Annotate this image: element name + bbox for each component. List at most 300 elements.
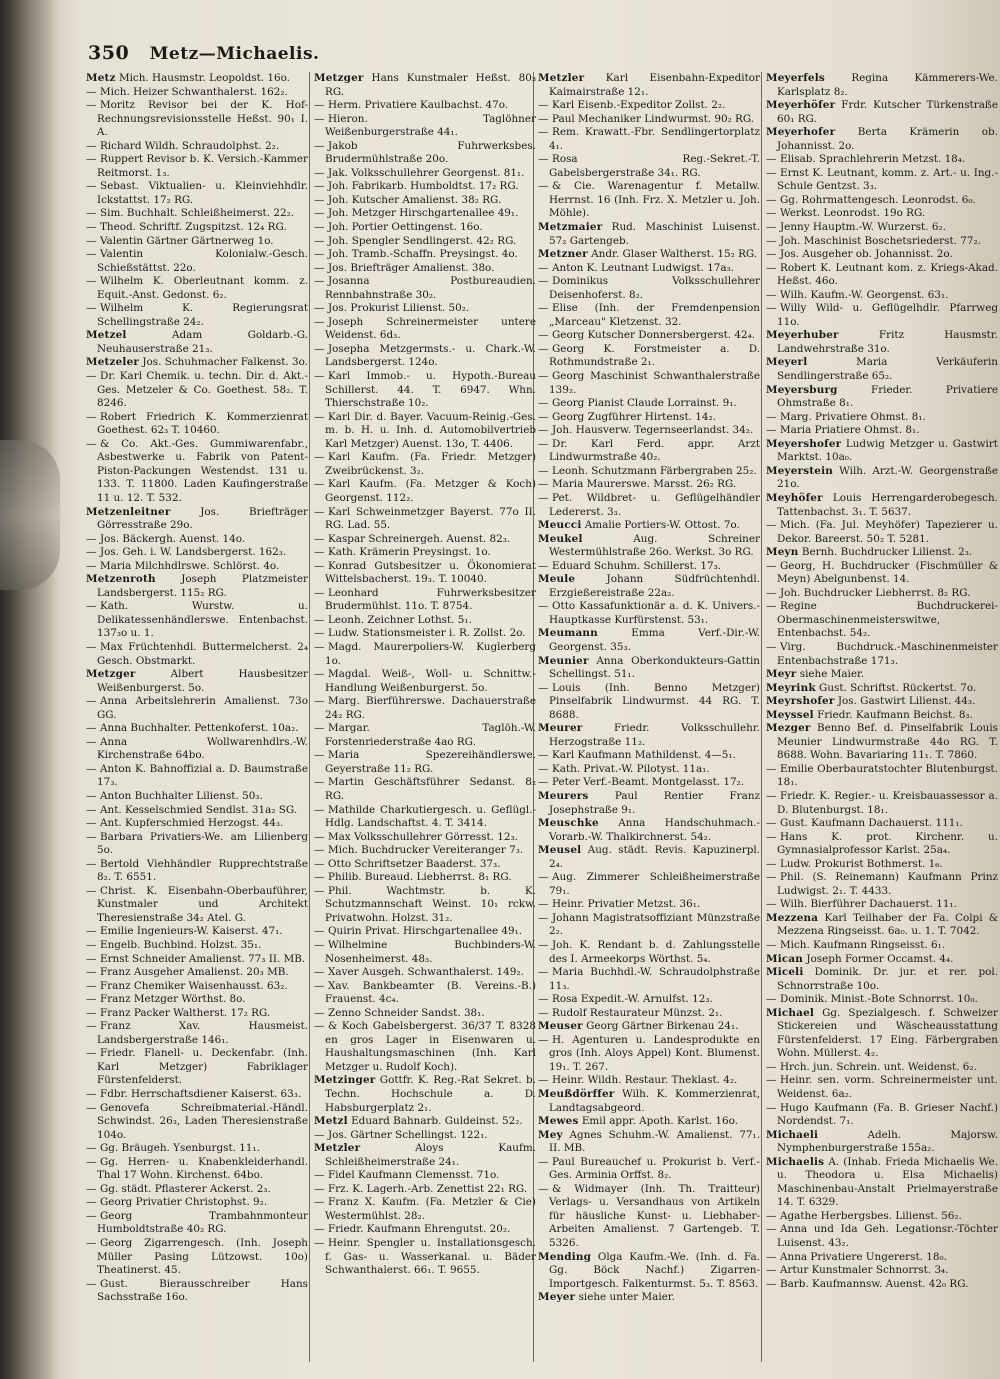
directory-entry-head [538,790,760,817]
entry-dash: — [314,342,325,355]
directory-entry [314,831,536,845]
directory-entry [314,1223,536,1237]
entry-surname: Meucci [538,519,582,532]
entry-text: Heinr. Privatier Metzst. 36₁. [552,898,701,911]
directory-entry-head [766,1129,998,1156]
entry-text: Pet. Wildbret- u. Geflügelhändler Ledererst. 3₃. [549,491,760,518]
entry-dash: — [86,234,97,247]
directory-entry [314,804,536,831]
directory-entry-head [766,966,998,993]
directory-entry-head [538,1291,760,1305]
entry-dash: — [538,112,549,125]
entry-dash: — [86,1101,97,1114]
entry-surname: Metzger [86,668,136,681]
entry-dash: — [766,248,777,261]
directory-entry [538,465,760,479]
entry-surname: Meyhöfer [766,491,823,504]
entry-text: Konrad Gutsbesitzer u. Ökonomierat Wittelsbacherst. 19₃. T. 10040. [325,559,536,586]
entry-dash: — [314,451,325,464]
entry-dash: — [314,221,325,234]
directory-entry [314,302,536,316]
entry-dash: — [538,911,549,924]
directory-entry [314,140,536,167]
entry-dash: — [86,207,97,220]
entry-text: Gg. städt. Pflasterer Ackerst. 2₃. [100,1182,271,1195]
entry-text: Emilie Oberbauratstochter Blutenburgst. 18₁. [777,762,998,789]
entry-text: Karl Eisenbahn-Expeditor Kaimairstraße 12₁. [549,72,760,98]
entry-surname: Meyersburg [766,383,838,396]
entry-dash: — [314,830,325,843]
directory-entry [314,167,536,181]
entry-dash: — [766,1074,777,1087]
entry-text: siehe Maier. [799,668,865,681]
directory-entry [314,627,536,641]
book-binding-shadow [0,0,58,1379]
entry-surname: Meukel [538,532,583,545]
entry-surname: Meyssel [766,708,814,721]
entry-dash: — [314,1182,325,1195]
entry-text: Jos. Gärtner Schellingst. 122₁. [328,1128,488,1141]
directory-entry [86,140,308,154]
entry-text: Ernst Schneider Amalienst. 77₃ II. MB. [100,952,306,965]
entry-dash: — [314,586,325,599]
entry-dash: — [314,925,325,938]
entry-dash: — [86,1277,97,1290]
entry-text: Dominikus Volksschullehrer Deisenhoferst. 8₂. [549,275,760,301]
entry-dash: — [538,342,549,355]
entry-dash: — [538,180,549,193]
entry-text: Anna Oberkondukteurs-Gattin Schellingst. 51₁. [549,654,760,681]
directory-entry [766,790,998,817]
entry-text: & Koch Gabelsbergerst. 36/37 T. 8328 en gros Lager in Eisenwaren u. Haushaltungsmaschinen (Inh. Karl Metzger u. Rudolf Koch). [325,1020,536,1073]
entry-text: Magdal. Weiß-, Woll- u. Schnittw.-Handlung Weißenburgerst. 5o. [325,668,536,694]
directory-entry-head [86,668,308,695]
entry-text: Berta Krämerin ob. Johannisst. 2o. [777,126,998,152]
entry-dash: — [314,749,325,762]
entry-dash: — [314,370,325,383]
directory-entry-head [86,573,308,600]
entry-text: Werkst. Leonrodst. 19o RG. [780,207,926,220]
entry-dash: — [86,221,97,234]
entry-text: Paul Rentier Franz Josephstraße 9₁. [549,789,760,816]
entry-dash: — [86,532,97,545]
directory-entry [766,207,998,221]
directory-entry-head [86,329,308,356]
directory-entry-head [314,1142,536,1169]
entry-dash: — [86,830,97,843]
entry-text: Mich. (Fa. Jul. Meyhöfer) Tapezierer u. Dekor. Bareerst. 50₂ T. 5281. [777,519,998,545]
entry-surname: Meyn [766,546,799,559]
directory-entry [86,1278,308,1305]
entry-dash: — [314,1128,325,1141]
entry-dash: — [314,478,325,491]
entry-text: Christ. K. Eisenbahn-Oberbauführer, Kunstmaler und Architekt Theresienstraße 34₂ Atel. G. [97,884,308,924]
directory-entry [314,695,536,722]
entry-text: Gg. Herren- u. Knabenkleiderhandl. Thal 17 Wohn. Kirchenst. 64bo. [97,1155,308,1182]
directory-entry [314,275,536,302]
directory-entry [766,763,998,790]
entry-text: Aloys Kaufm. Schleißheimerstraße 24₁. [325,1142,536,1168]
directory-entry [314,560,536,587]
entry-surname: Miceli [766,966,804,979]
entry-dash: — [766,424,777,437]
directory-entry [766,194,998,208]
entry-text: Magd. Maurerpoliers-W. Kuglerberg 1o. [325,640,536,667]
entry-dash: — [86,180,97,193]
entry-dash: — [538,478,549,491]
directory-entry [766,831,998,858]
entry-text: Sebast. Viktualien- u. Kleinviehhdlr. Ickstattst. 17₂ RG. [97,180,308,206]
entry-dash: — [766,939,777,951]
entry-text: Maria Milchhdlrswe. Schlörst. 4o. [100,559,280,572]
entry-dash: — [766,207,777,220]
directory-entry [86,546,308,560]
directory-entry [86,641,308,668]
directory-entry [86,1156,308,1183]
entry-text: Kath. Privat.-W. Pilotyst. 11a₁. [552,762,710,775]
entry-text: Joh. K. Rendant b. d. Zahlungsstelle des I. Armeekorps Wörthst. 5₄. [549,939,760,965]
entry-surname: Meyerhöfer [766,99,836,112]
entry-text: Joh. Kutscher Amalienst. 38₂ RG. [328,193,502,206]
entry-dash: — [538,1033,549,1046]
directory-entry [538,302,760,329]
entry-dash: — [538,966,549,979]
directory-entry [766,871,998,898]
entry-surname: Metzenroth [86,573,156,586]
entry-surname: Meyer [538,1291,576,1304]
entry-surname: Meuser [538,1020,583,1033]
entry-dash: — [314,722,325,735]
page-title: Metz—Michaelis. [149,44,320,64]
directory-entry [314,1169,536,1183]
entry-text: Eduard Bahnarb. Guldeinst. 52₂. [351,1115,523,1128]
directory-entry [314,478,536,505]
directory-entry [538,939,760,966]
entry-surname: Metz [86,72,116,84]
entry-dash: — [86,640,97,653]
entry-text: Rud. Maschinist Luisenst. 57₂ Gartengeb. [549,221,760,247]
entry-text: Wilhelm K. Regierungsrat Schellingstraße 24₂. [97,302,308,328]
entry-dash: — [538,397,549,410]
directory-entry [538,397,760,411]
entry-dash: — [86,1088,97,1101]
entry-surname: Meyerstein [766,464,833,477]
directory-entry-head [538,1088,760,1115]
directory-entry [86,86,308,100]
entry-surname: Meußdörffer [538,1088,615,1101]
directory-entry [538,411,760,425]
entry-text: Elise (Inh. der Fremdenpension „Marceau" Kletzenst. 32. [549,302,760,328]
directory-column-3 [538,72,760,1372]
entry-text: Agathe Herbergsbes. Lilienst. 56₂. [780,1209,962,1222]
directory-entry [86,980,308,994]
entry-text: Gust. Bierausschreiber Hans Sachsstraße 16o. [97,1277,308,1304]
entry-text: Josepha Metzgermsts.- u. Chark.-W. Landsbergerst. 124o. [325,342,536,369]
entry-text: Heinr. Spengler u. Installationsgesch. f. Gas- u. Wasserkanal. u. Bäder Schwanthalerst. 66₁. T. 9655. [325,1237,536,1277]
entry-text: Philib. Bureaud. Liebherrst. 8₁ RG. [328,871,512,884]
directory-entry [86,370,308,411]
entry-dash: — [314,234,325,247]
entry-text: Jos. Gastwirt Lilienst. 44₃. [837,695,976,708]
directory-entry [86,1102,308,1143]
entry-surname: Metzler [314,1142,361,1155]
directory-entry [314,207,536,221]
directory-entry [766,221,998,235]
entry-surname: Meyerfels [766,72,825,84]
entry-dash: — [314,207,325,220]
entry-text: Amalie Portiers-W. Ottost. 7o. [584,519,740,532]
entry-dash: — [314,302,325,315]
entry-text: Hieron. Taglöhner Weißenburgerstraße 44₁. [325,112,536,139]
entry-text: Fritz Hausmstr. Landwehrstraße 31o. [777,329,998,355]
entry-surname: Metzler [538,72,585,84]
entry-surname: Meyerhuber [766,329,839,342]
entry-dash: — [538,126,549,139]
directory-entry [86,411,308,438]
entry-dash: — [766,830,777,843]
directory-entry [314,966,536,980]
entry-dash: — [314,1196,325,1209]
entry-text: Karl Kaufm. (Fa. Friedr. Metzger) Zweibrückenst. 3₂. [325,451,536,477]
entry-dash: — [314,559,325,572]
entry-text: Jos. Bäckergh. Auenst. 14o. [100,532,246,545]
directory-entry [314,925,536,939]
entry-text: & Co. Akt.-Ges. Gummiwarenfabr., Asbestwerke u. Fabrik von Patent-Piston-Packungen Westendst. 131 u. 133. T. 11800. Laden Kaufingerstraße 11 u. 12. T. 532. [97,437,308,504]
entry-text: Kaspar Schreinergeh. Auenst. 82₃. [328,532,511,545]
entry-dash: — [766,857,777,870]
entry-text: Max Volksschullehrer Görresst. 12₃. [328,830,518,843]
entry-text: Wilh. Arzt.-W. Georgenstraße 21o. [777,464,998,491]
entry-text: Dr. Karl Ferd. appr. Arzt Lindwurmstraße 40₂. [549,437,760,464]
entry-dash: — [538,1155,549,1168]
directory-entry [538,1183,760,1251]
entry-text: Friedr. Kaufmann Beichst. 8₃. [817,708,973,721]
directory-entry [314,858,536,872]
entry-dash: — [86,789,97,802]
directory-entry [86,695,308,722]
directory-entry [538,438,760,465]
entry-dash: — [538,600,549,613]
entry-text: Joh. Portier Oettingenst. 16o. [328,221,483,234]
entry-text: H. Agenturen u. Landesprodukte en gros (Inh. Aloys Appel) Kont. Blumenst. 19₁. T. 267. [549,1033,760,1073]
entry-text: Zenno Schneider Sandst. 38₁. [328,1006,485,1019]
entry-dash: — [314,1169,325,1182]
directory-entry-head [538,72,760,99]
entry-text: Johann Südfrüchtenhdl. Erzgießereistraße 22a₂. [549,573,760,599]
entry-dash: — [86,1196,97,1209]
entry-dash: — [86,85,97,98]
entry-dash: — [538,410,549,423]
directory-entry-head [766,709,998,723]
entry-text: Georg Gärtner Birkenau 24₁. [586,1020,739,1033]
entry-dash: — [538,749,549,762]
entry-dash: — [314,180,325,193]
entry-dash: — [86,1047,97,1060]
entry-dash: — [86,1006,97,1019]
directory-entry [538,153,760,180]
entry-text: Joh. Spengler Sendlingerst. 42₂ RG. [328,234,517,247]
directory-entry-head [766,682,998,696]
entry-dash: — [314,1020,325,1033]
entry-text: Gg. Bräugeh. Ysenburgst. 11₁. [100,1142,260,1155]
directory-entry [86,722,308,736]
entry-text: Engelb. Buchbind. Holzst. 35₁. [100,939,262,951]
directory-entry [538,1156,760,1183]
directory-entry [314,99,536,113]
entry-text: Max Früchtenhdl. Buttermelcherst. 2₄ Gesch. Obstmarkt. [97,640,308,667]
entry-text: Andr. Glaser Waltherst. 15₂ RG. [591,248,758,261]
directory-entry-head [766,668,998,682]
directory-entry [538,898,760,912]
entry-dash: — [86,925,97,938]
entry-text: Georg Trambahnmonteur Humboldtstraße 40₂ RG. [97,1209,308,1236]
entry-surname: Meunier [538,654,589,667]
entry-text: Aug. städt. Revis. Kapuzinerpl. 2₄. [549,844,760,870]
entry-dash: — [86,410,97,423]
entry-dash: — [314,627,325,640]
directory-entry [314,533,536,547]
entry-surname: Meurers [538,789,589,802]
entry-text: Hans K. prot. Kirchenr. u. Gymnasialprofessor Karlst. 25a₄. [777,830,998,857]
entry-text: Joseph Platzmeister Landsbergerst. 115₂ RG. [97,573,308,599]
entry-surname: Meumann [538,627,598,640]
entry-text: Ludw. Prokurist Bothmerst. 1₆. [780,857,943,870]
entry-surname: Meule [538,573,576,586]
directory-entry [314,411,536,452]
entry-dash: — [538,1182,549,1195]
entry-surname: Metzl [314,1115,348,1128]
entry-dash: — [86,139,97,152]
entry-text: Frz. K. Lagerh.-Arb. Zenettist 22₁ RG. [328,1182,528,1195]
entry-text: Jos. Ausgeher ob. Johannisst. 2o. [780,248,953,261]
entry-dash: — [766,993,777,1006]
entry-dash: — [766,1223,777,1236]
directory-entry [766,898,998,912]
entry-surname: Metzinger [314,1074,376,1087]
entry-dash: — [314,275,325,288]
entry-dash: — [538,871,549,884]
entry-text: Dominik. Minist.-Bote Schnorrst. 10₀. [780,993,978,1006]
directory-entry [314,1129,536,1143]
entry-surname: Meurer [538,722,583,735]
entry-text: Anna Wollwarenhdlrs.-W. Kirchenstraße 64bo. [97,735,308,762]
directory-entry [538,763,760,777]
entry-dash: — [314,505,325,518]
directory-entry [86,1183,308,1197]
entry-text: Regina Kämmerers-We. Karlsplatz 8₂. [777,72,998,98]
entry-text: Jakob Fuhrwerksbes. Brudermühlstraße 20o. [325,139,536,166]
entry-text: Maria Maurerswe. Marsst. 26₂ RG. [552,478,737,491]
entry-dash: — [766,871,777,884]
entry-dash: — [86,546,97,559]
entry-text: Ant. Kupferschmied Herzogst. 44₃. [100,817,284,830]
directory-entry [86,1210,308,1237]
entry-text: Joseph Former Occamst. 4₄. [806,952,954,965]
entry-text: Georg Zugführer Hirtenst. 14₂. [552,410,716,423]
entry-text: Hugo Kaufmann (Fa. B. Grieser Nachf.) Nordendst. 7₁. [777,1101,998,1128]
directory-entry [86,858,308,885]
directory-entry [314,546,536,560]
entry-dash: — [314,776,325,789]
entry-text: Benno Bef. d. Pinselfabrik Louis Meunier Lindwurmstraße 44o RG. T. 8688. Wohn. Bavariaring 11₁. T. 7860. [777,722,998,762]
directory-entry-head [538,627,760,654]
entry-dash: — [538,898,549,911]
directory-entry [86,235,308,249]
directory-entry-head [766,492,998,519]
directory-entry [538,113,760,127]
entry-text: Fidel Kaufmann Clemensst. 71o. [328,1169,500,1182]
entry-text: Wilh. K. Kommerzienrat, Landtagsabgeord. [549,1088,760,1114]
entry-text: Friedr. Flanell- u. Deckenfabr. (Inh. Karl Metzger) Fabriklager Fürstenfelderst. [97,1047,308,1087]
page-clip-shadow [0,440,60,590]
entry-dash: — [314,99,325,112]
entry-dash: — [766,789,777,802]
directory-entry [86,993,308,1007]
entry-dash: — [86,803,97,816]
entry-text: Emma Verf.-Dir.-W. Georgenst. 35₃. [549,627,760,653]
directory-entry [538,262,760,276]
entry-text: Karl Eisenb.-Expeditor Zollst. 2₂. [552,99,726,112]
entry-text: Friedr. Kaufmann Ehrengutst. 20₂. [328,1223,511,1236]
entry-dash: — [314,939,325,951]
directory-entry [86,99,308,140]
entry-dash: — [86,600,97,613]
directory-entry-head [538,533,760,560]
entry-text: Franz Ausgeher Amalienst. 20₃ MB. [100,966,289,979]
directory-entry [538,966,760,993]
entry-dash: — [314,668,325,681]
directory-entry-head [86,72,308,86]
directory-entry [538,776,760,790]
directory-entry [538,180,760,221]
directory-entry [314,587,536,614]
entry-dash: — [766,302,777,315]
entry-text: Sim. Buchhalt. Schleißheimerst. 22₂. [100,207,295,220]
entry-dash: — [314,193,325,206]
entry-text: Joh. Fabrikarb. Humboldtst. 17₂ RG. [328,180,519,193]
entry-text: Adelh. Majorsw. Nymphenburgerstraße 155a₂. [777,1128,998,1155]
entry-text: Anton K. Bahnoffizial a. D. Baumstraße 17₃. [97,762,308,789]
entry-text: Jenny Hauptm.-W. Wurzerst. 6₂. [780,221,946,234]
entry-text: Georg Privatier Christophst. 9₂. [100,1196,268,1209]
directory-entry [314,939,536,966]
entry-surname: Meuschke [538,817,599,830]
entry-dash: — [86,952,97,965]
entry-dash: — [86,695,97,708]
directory-entry [314,370,536,411]
entry-text: Willy Wild- u. Geflügelhdlr. Pfarrweg 11o. [777,302,998,328]
entry-surname: Mican [766,952,804,965]
entry-text: Georg K. Forstmeister a. D. Rothmundstraße 2₁. [549,342,760,369]
entry-dash: — [314,695,325,708]
entry-text: Franz X. Kaufm. (Fa. Metzler & Cie) Westermühlst. 28₂. [325,1196,536,1222]
entry-dash: — [314,857,325,870]
entry-text: Moritz Revisor bei der K. Hof-Rechnungsrevisionsstelle Heßst. 90₁ I. A. [97,99,308,139]
entry-text: Rem. Krawatt.-Fbr. Sendlingertorplatz 4₁. [549,126,760,152]
entry-surname: Meusel [538,844,582,857]
directory-entry [314,871,536,885]
directory-entry [766,153,998,167]
entry-dash: — [538,464,549,477]
entry-surname: Mezzena [766,911,819,924]
entry-dash: — [766,817,777,830]
entry-text: Xaver Ausgeh. Schwanthalerst. 149₂. [328,966,524,979]
directory-entry [766,1102,998,1129]
entry-text: Franz Chemiker Waisenhausst. 63₂. [100,979,288,992]
directory-entry [766,411,998,425]
directory-entry [86,939,308,953]
entry-surname: Michaelis [766,1155,825,1168]
